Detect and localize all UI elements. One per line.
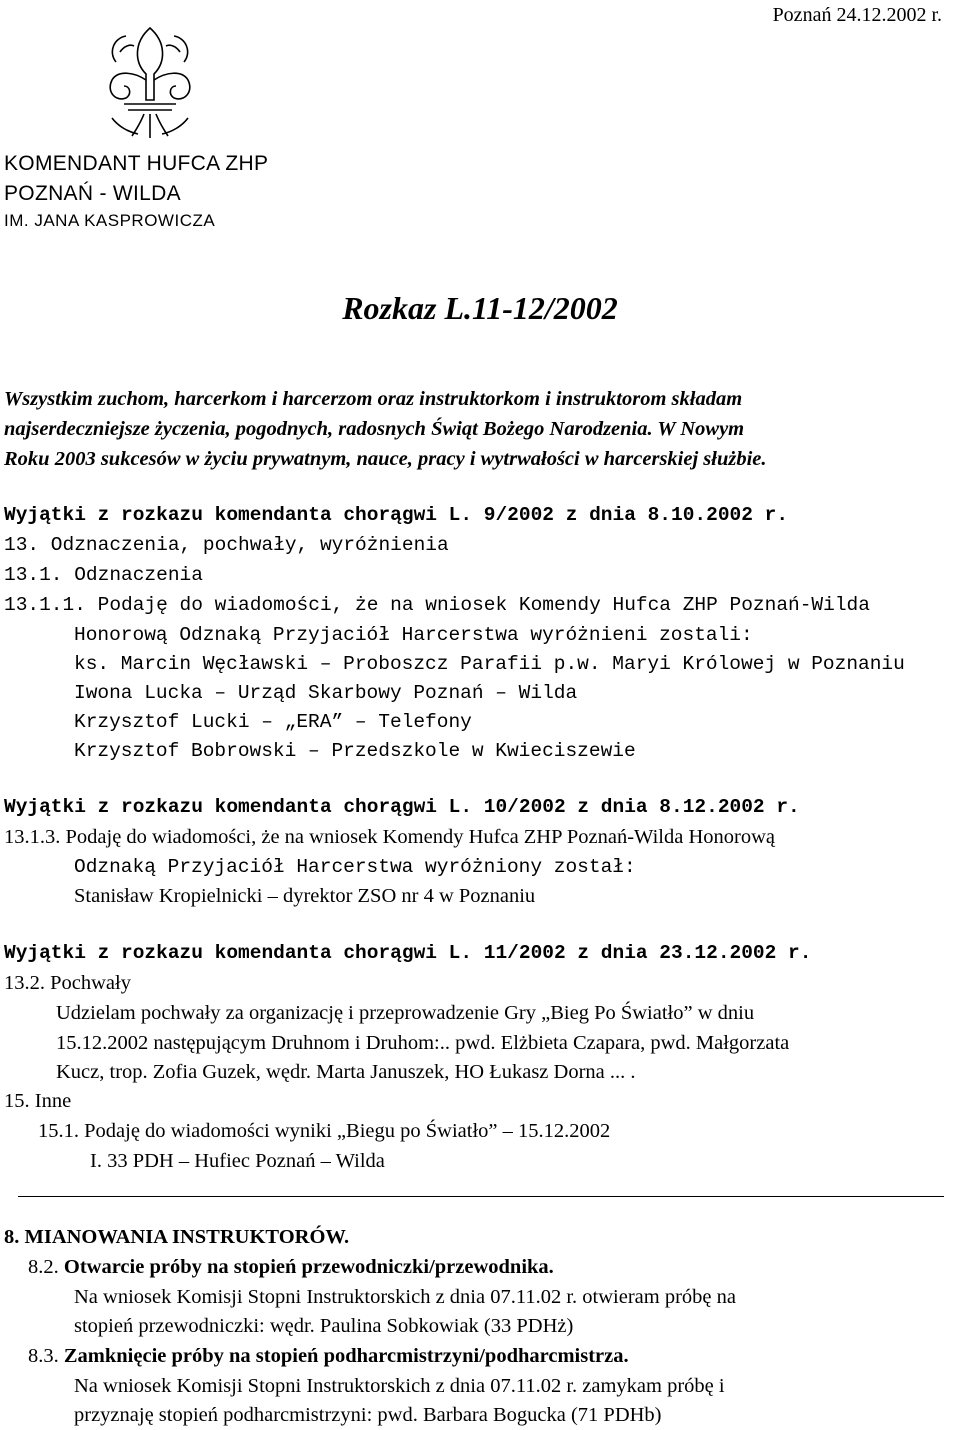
- section8-heading: 8. MIANOWANIA INSTRUKTORÓW.: [4, 1226, 350, 1248]
- document-date: Poznań 24.12.2002 r.: [772, 4, 942, 26]
- excerpt1-heading: Wyjątki z rozkazu komendanta chorągwi L. 9/2002 z dnia 8.10.2002 r.: [4, 504, 789, 526]
- excerpt1-line: ks. Marcin Węcławski – Proboszcz Parafii p.w. Maryi Królowej w Poznaniu: [74, 653, 905, 675]
- section8-item1-line: stopień przewodniczki: wędr. Paulina Sobkowiak (33 PDHż): [74, 1315, 574, 1337]
- excerpt2-line: 13.1.3. Podaję do wiadomości, że na wniosek Komendy Hufca ZHP Poznań-Wilda Honorową: [4, 826, 775, 848]
- org-name-line1: KOMENDANT HUFCA ZHP: [4, 152, 269, 175]
- excerpt2-heading: Wyjątki z rozkazu komendanta chorągwi L. 10/2002 z dnia 8.12.2002 r.: [4, 796, 800, 818]
- excerpt1-line: 13. Odznaczenia, pochwały, wyróżnienia: [4, 534, 449, 556]
- excerpt2-line: Stanisław Kropielnicki – dyrektor ZSO nr 4 w Poznaniu: [74, 885, 536, 907]
- item-number: 8.3.: [28, 1345, 59, 1367]
- document-title: Rozkaz L.11-12/2002: [342, 290, 618, 326]
- item-title: Zamknięcie próby na stopień podharcmistrzyni/podharcmistrza.: [63, 1345, 629, 1367]
- excerpt1-line: 13.1. Odznaczenia: [4, 564, 203, 586]
- greeting-line: Roku 2003 sukcesów w życiu prywatnym, nauce, pracy i wytrwałości w harcerskiej służbie.: [4, 448, 767, 470]
- fleur-de-lis-logo-icon: [104, 22, 196, 142]
- section8-item1: [28, 1256, 554, 1279]
- excerpt3-line: 15.1. Podaję do wiadomości wyniki „Biegu po Światło” – 15.12.2002: [38, 1120, 611, 1142]
- org-name-line2: POZNAŃ - WILDA: [4, 182, 181, 205]
- section8-item2-line: przyznaję stopień podharcmistrzyni: pwd. Barbara Bogucka (71 PDHb): [74, 1404, 662, 1426]
- item-title: Otwarcie próby na stopień przewodniczki/przewodnika.: [63, 1256, 554, 1278]
- section8-item1-line: Na wniosek Komisji Stopni Instruktorskich z dnia 07.11.02 r. otwieram próbę na: [74, 1286, 736, 1308]
- greeting-line: Wszystkim zuchom, harcerkom i harcerzom oraz instruktorkom i instruktorom składam: [4, 388, 743, 410]
- section-divider: [18, 1196, 944, 1197]
- excerpt1-line: Krzysztof Bobrowski – Przedszkole w Kwieciszewie: [74, 740, 636, 762]
- greeting-line: najserdeczniejsze życzenia, pogodnych, radosnych Świąt Bożego Narodzenia. W Nowym: [4, 418, 745, 440]
- excerpt1-line: Iwona Lucka – Urząd Skarbowy Poznań – Wilda: [74, 682, 578, 704]
- section8-item2-line: Na wniosek Komisji Stopni Instruktorskich z dnia 07.11.02 r. zamykam próbę i: [74, 1375, 725, 1397]
- excerpt3-line: 15. Inne: [4, 1090, 72, 1112]
- excerpt1-line: 13.1.1. Podaję do wiadomości, że na wniosek Komendy Hufca ZHP Poznań-Wilda: [4, 594, 870, 616]
- excerpt3-line: 15.12.2002 następującym Druhnom i Druhom:.. pwd. Elżbieta Czapara, pwd. Małgorzata: [56, 1032, 790, 1054]
- excerpt3-line: Kucz, trop. Zofia Guzek, wędr. Marta Januszek, HO Łukasz Dorna ... .: [56, 1061, 636, 1083]
- excerpt3-heading: Wyjątki z rozkazu komendanta chorągwi L. 11/2002 z dnia 23.12.2002 r.: [4, 942, 812, 964]
- item-number: 8.2.: [28, 1256, 59, 1278]
- excerpt3-line: Udzielam pochwały za organizację i przeprowadzenie Gry „Bieg Po Światło” w dniu: [56, 1002, 755, 1024]
- excerpt3-line: I. 33 PDH – Hufiec Poznań – Wilda: [90, 1150, 385, 1172]
- excerpt3-line: 13.2. Pochwały: [4, 972, 131, 994]
- excerpt1-line: Honorową Odznaką Przyjaciół Harcerstwa wyróżnieni zostali:: [74, 624, 753, 646]
- excerpt2-line: Odznaką Przyjaciół Harcerstwa wyróżniony został:: [74, 856, 636, 878]
- section8-item2: [28, 1345, 629, 1368]
- excerpt1-line: Krzysztof Lucki – „ERA” – Telefony: [74, 711, 472, 733]
- org-name-line3: IM. JANA KASPROWICZA: [4, 211, 216, 230]
